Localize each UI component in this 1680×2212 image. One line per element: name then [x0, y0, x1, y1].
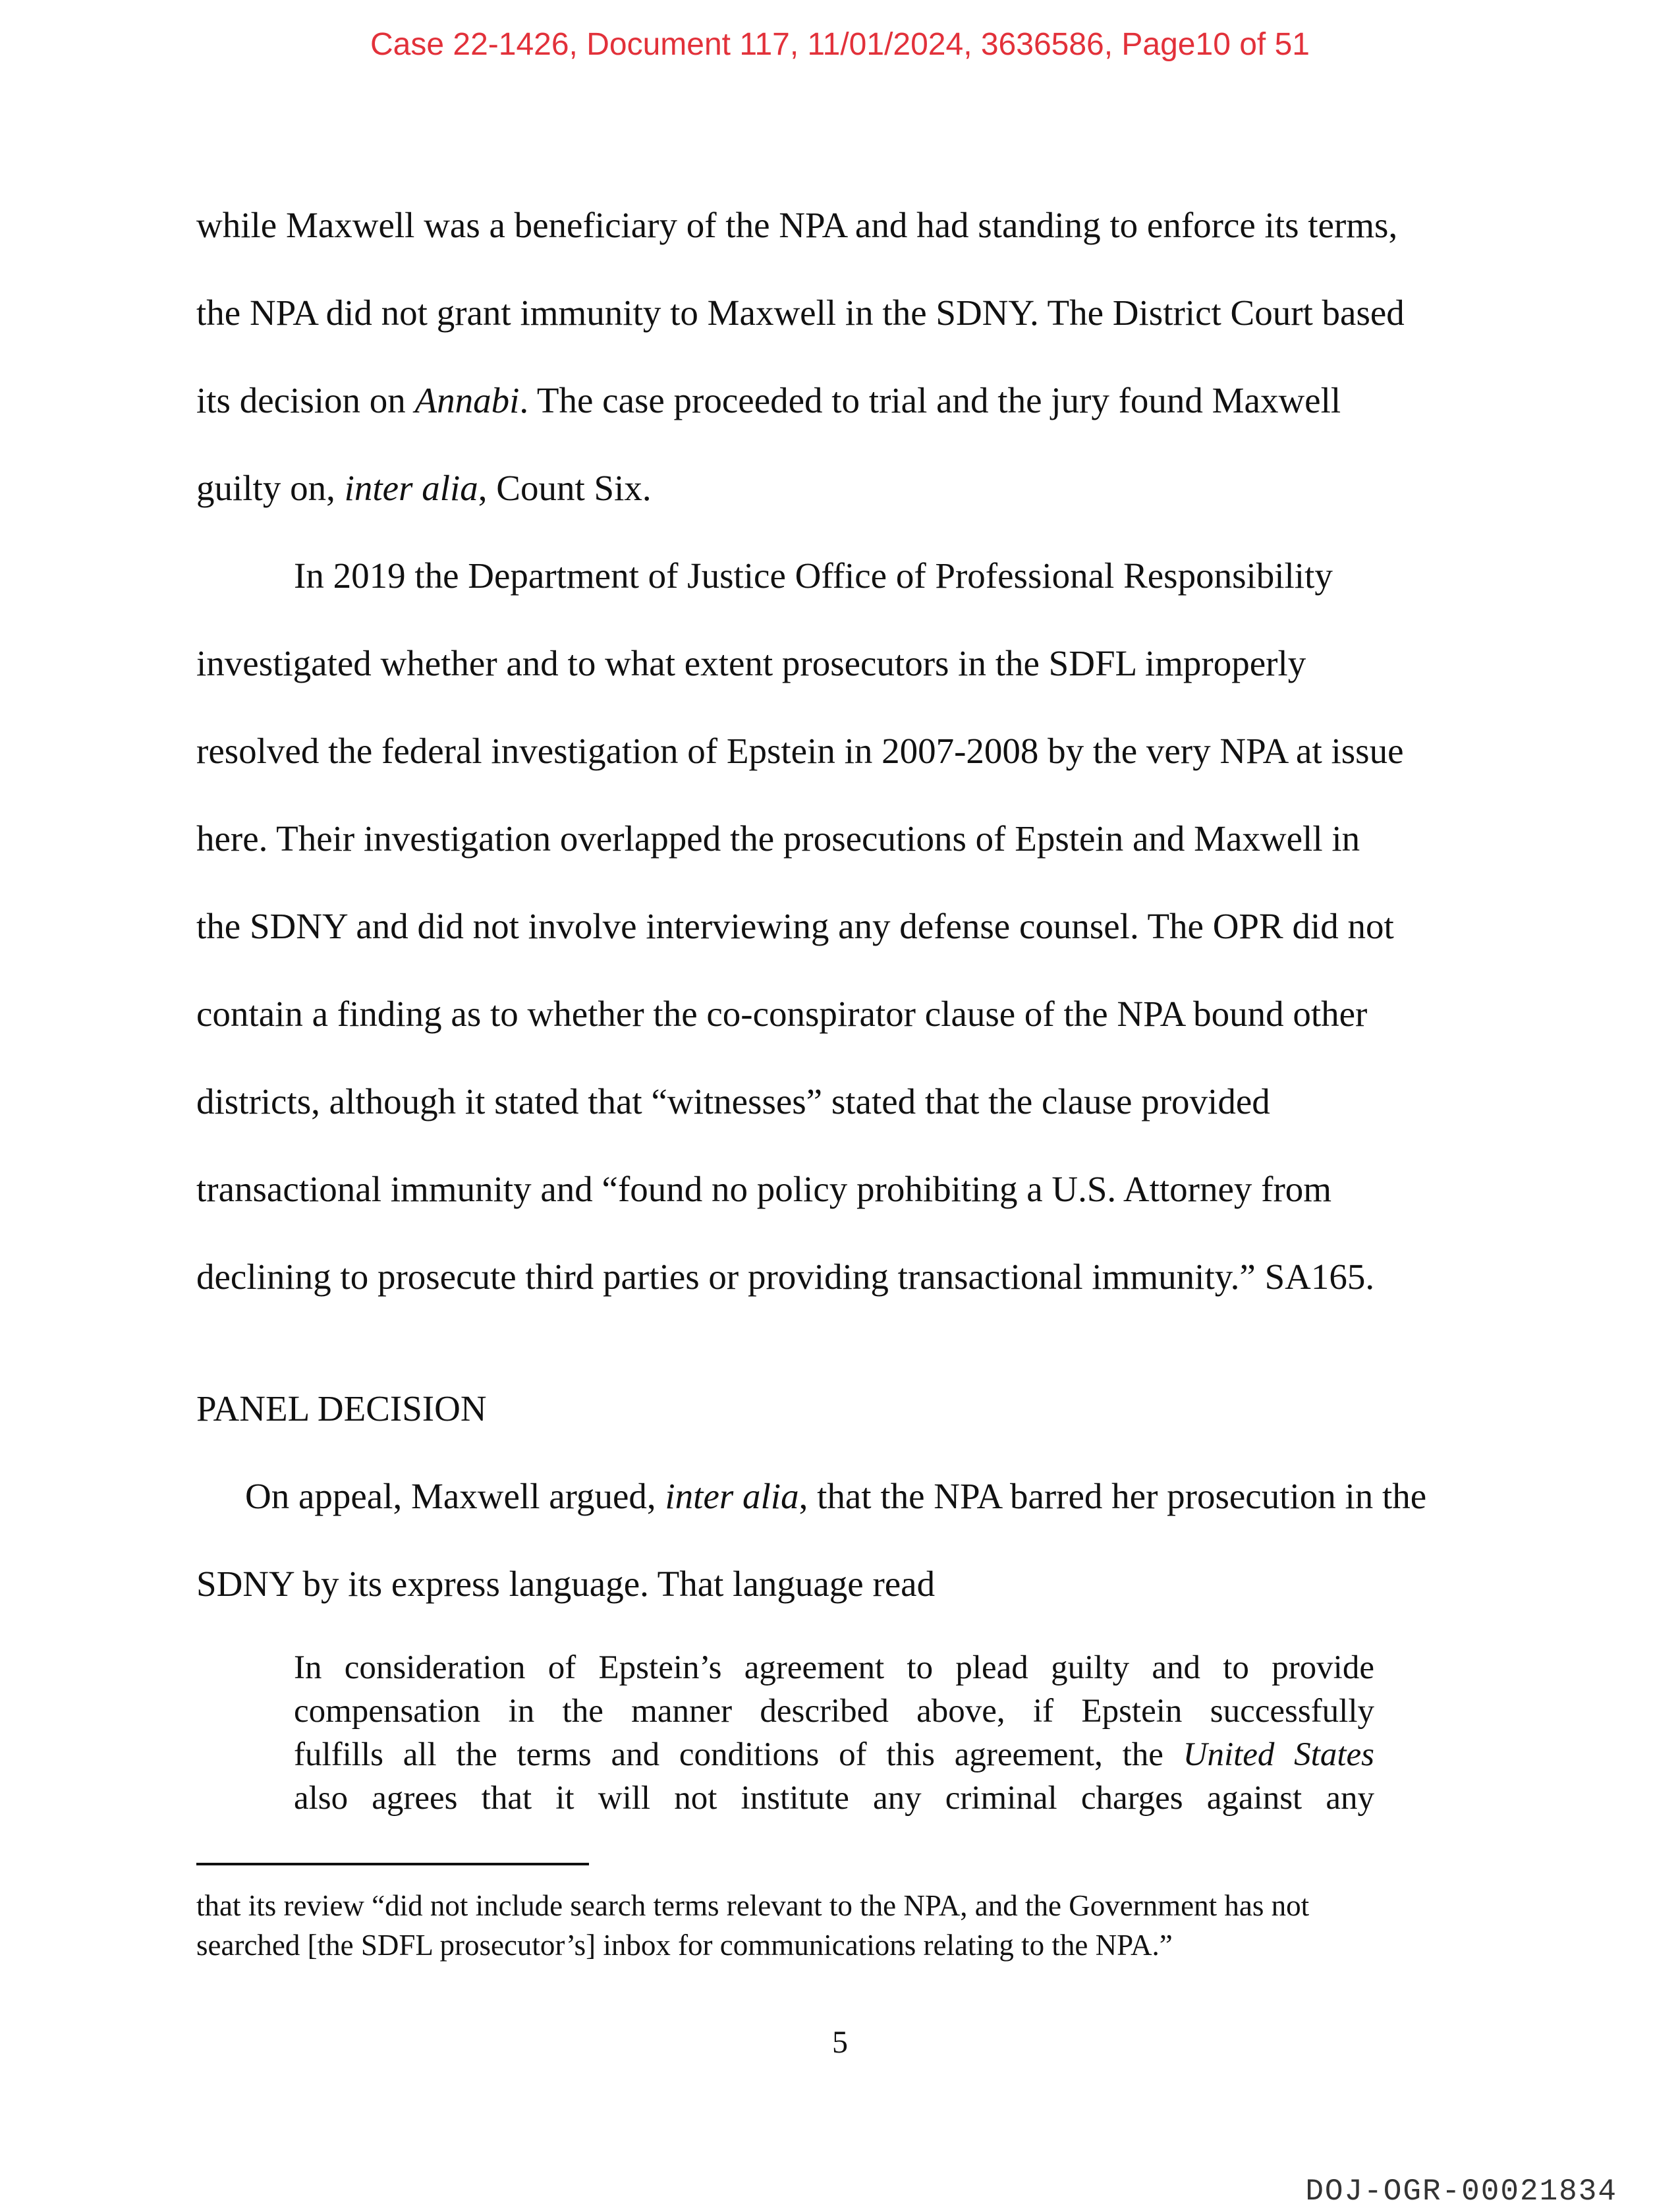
body-line: while Maxwell was a beneficiary of the NPA and had standing to enforce its terms, [196, 205, 1398, 245]
bates-stamp: DOJ-OGR-00021834 [1305, 2174, 1617, 2209]
footnote-line: searched [the SDFL prosecutor’s] inbox for communications relating to the NPA.” [196, 1929, 1173, 1962]
section-heading: PANEL DECISION [196, 1388, 487, 1429]
latin-phrase-italic: inter alia [344, 468, 478, 508]
case-name-italic: Annabi [414, 380, 520, 420]
body-line [196, 470, 652, 506]
body-line-indented: In 2019 the Department of Justice Office of Professional Responsibility [294, 555, 1333, 596]
text-run: On appeal, Maxwell argued, [245, 1476, 665, 1516]
text-run: . The case proceeded to trial and the jury found Maxwell [519, 380, 1341, 420]
body-line: here. Their investigation overlapped the prosecutions of Epstein and Maxwell in [196, 818, 1360, 859]
body-line: declining to prosecute third parties or providing transactional immunity.” SA165. [196, 1257, 1375, 1297]
quote-line: compensation in the manner described above, if Epstein successfully [294, 1693, 1374, 1730]
body-line: SDNY by its express language. That language read [196, 1564, 936, 1604]
body-line: the NPA did not grant immunity to Maxwell in the SDNY. The District Court based [196, 293, 1405, 333]
text-run: , Count Six. [478, 468, 652, 508]
body-line: contain a finding as to whether the co-conspirator clause of the NPA bound other [196, 994, 1368, 1034]
text-run: guilty on, [196, 468, 345, 508]
quote-line: also agrees that it will not institute any criminal charges against any [294, 1780, 1374, 1817]
body-line: investigated whether and to what extent prosecutors in the SDFL improperly [196, 643, 1306, 683]
footnote-line: that its review “did not include search terms relevant to the NPA, and the Government has not [196, 1889, 1310, 1922]
body-line: districts, although it stated that “witnesses” stated that the clause provided [196, 1081, 1270, 1121]
body-line: resolved the federal investigation of Epstein in 2007-2008 by the very NPA at issue [196, 731, 1404, 771]
body-line: transactional immunity and “found no policy prohibiting a U.S. Attorney from [196, 1169, 1332, 1209]
quote-line [294, 1733, 1374, 1776]
case-header-stamp: Case 22-1426, Document 117, 11/01/2024, 3636586, Page10 of 51 [370, 27, 1310, 62]
page-number: 5 [832, 2025, 848, 2060]
party-name-italic: United States [1183, 1736, 1374, 1773]
body-line: the SDNY and did not involve interviewing any defense counsel. The OPR did not [196, 906, 1394, 946]
body-line-indented [245, 1478, 1426, 1514]
body-line [196, 382, 1341, 418]
footnote-separator [196, 1863, 589, 1865]
quote-line: In consideration of Epstein’s agreement to plead guilty and to provide [294, 1649, 1374, 1686]
text-run: its decision on [196, 380, 415, 420]
text-run: fulfills all the terms and conditions of this agreement, the [294, 1736, 1183, 1773]
block-quote [294, 1646, 1374, 1820]
latin-phrase-italic: inter alia [665, 1476, 799, 1516]
text-run: , that the NPA barred her prosecution in the [798, 1476, 1427, 1516]
